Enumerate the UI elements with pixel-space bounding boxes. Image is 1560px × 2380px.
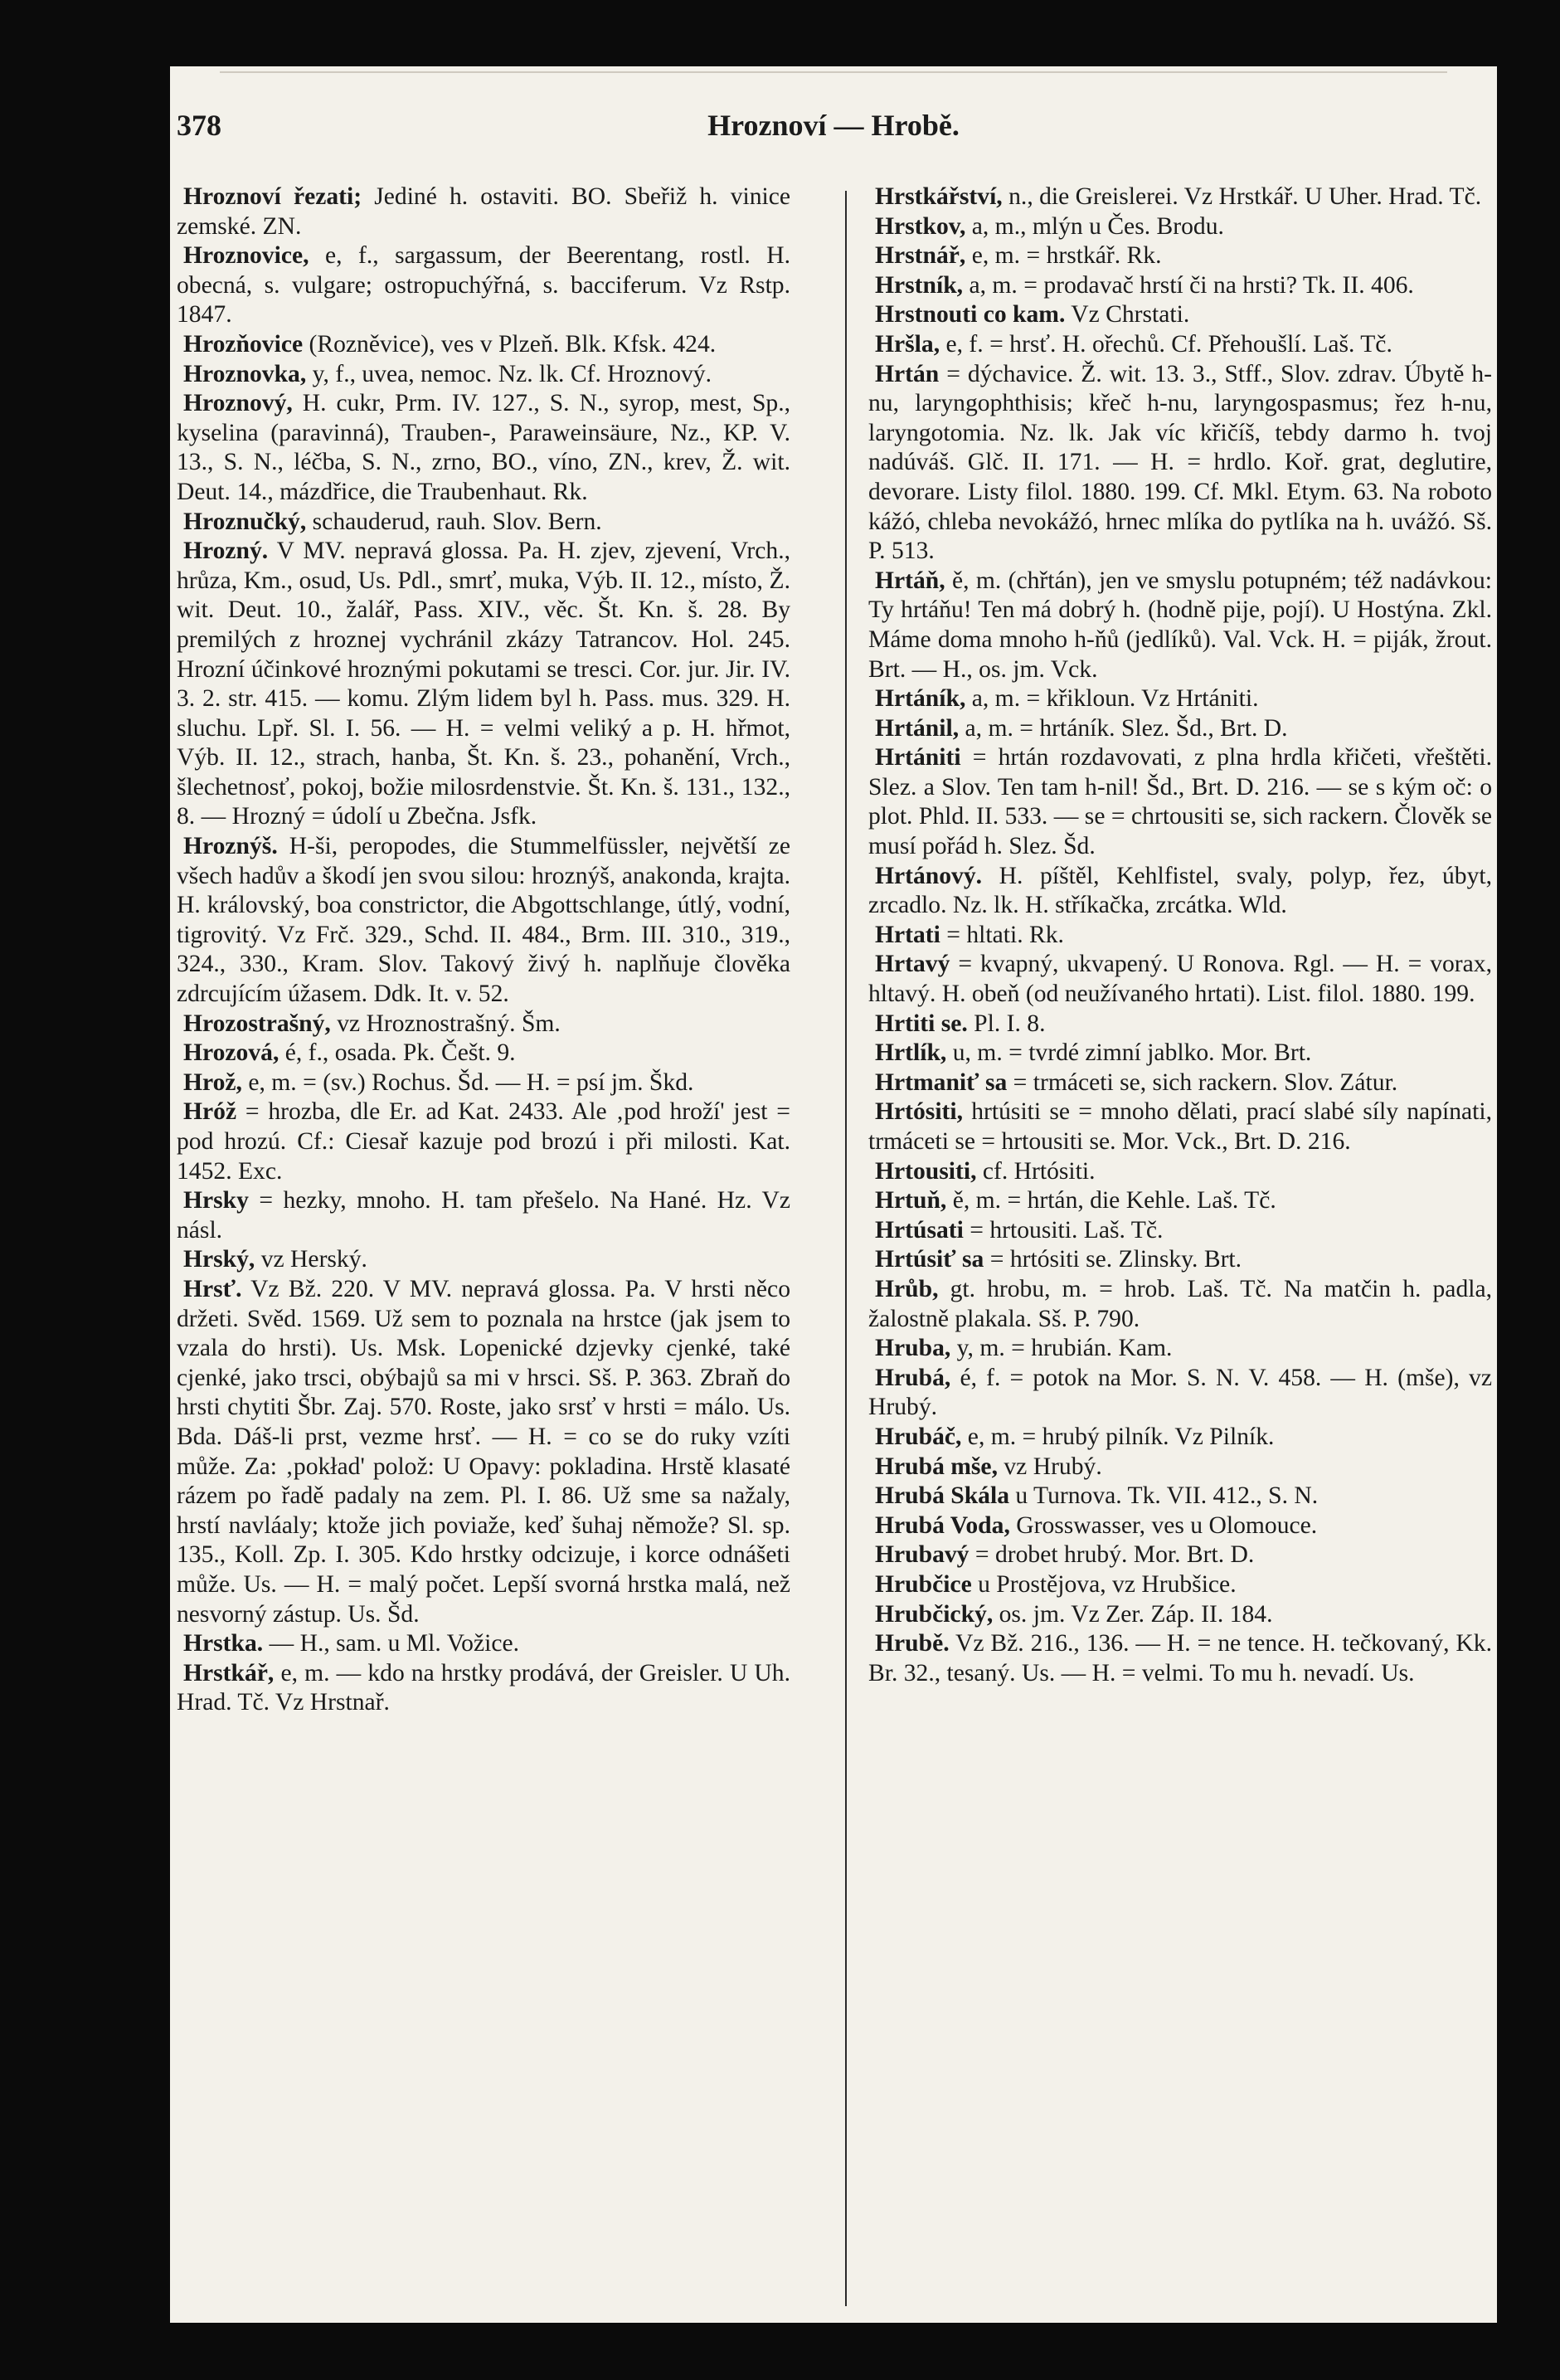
page-header (170, 108, 1497, 149)
dictionary-entry (868, 300, 1492, 330)
entry-headword: Hrtmaniť sa (875, 1068, 1008, 1096)
entry-definition: é, f., osada. Pk. Češt. 9. (279, 1039, 516, 1067)
entry-headword: Hrubáč, (875, 1423, 962, 1450)
entry-definition: ě, m. (chřtán), jen ve smyslu potupném; též nadávkou: Ty hrtáňu! Ten má dobrý h. (hodně pije, pojí). U Hostýna. Zkl. Máme doma mnoho h-ňů (jedlíků). Val. Vck. H. = piják, žrout. Brt. — H., os. jm. Vck. (868, 567, 1492, 683)
left-column (177, 183, 790, 1718)
dictionary-entry (177, 241, 790, 330)
entry-headword: Hrož, (183, 1068, 242, 1096)
entry-definition: vz Hrubý. (997, 1453, 1102, 1480)
entry-headword: Hrtániti (875, 744, 961, 771)
entry-headword: Hrůb, (875, 1275, 939, 1302)
entry-headword: Hrtousiti, (875, 1157, 977, 1185)
dictionary-entry (177, 1010, 790, 1039)
entry-headword: Hrstkářství, (875, 183, 1003, 210)
dictionary-entry (177, 1659, 790, 1718)
dictionary-entry (868, 743, 1492, 861)
entry-headword: Hrstkář, (183, 1659, 275, 1686)
dictionary-entry (868, 1098, 1492, 1156)
entry-headword: Hrtati (875, 921, 940, 948)
entry-definition: u Turnova. Tk. VII. 412., S. N. (1009, 1482, 1319, 1510)
entry-headword: Hrozová, (183, 1039, 279, 1067)
entry-definition: = hezky, mnoho. H. tam přešelo. Na Hané. Hz. Vz násl. (177, 1187, 790, 1244)
entry-headword: Hrubě. (875, 1630, 950, 1657)
entry-definition: vz Herský. (255, 1246, 367, 1273)
dictionary-entry (868, 1010, 1492, 1039)
entry-definition: = hrtán rozdavovati, z plna hrdla křičeti, vřeštěti. Slez. a Slov. Ten tam h-nil! Šd., Brt. D. 216. — se s kým oč: o plot. Phld. II. 533. — se = chrtousiti se, sich rackern. Člověk se musí pořád h. Slez. Šd. (868, 744, 1492, 860)
entry-headword: Hrtúsiť sa (875, 1246, 984, 1273)
entry-definition: (Rozněvice), ves v Plzeň. Blk. Kfsk. 424. (303, 330, 717, 358)
dictionary-entry (868, 1157, 1492, 1187)
entry-definition: a, m. = hrtáník. Slez. Šd., Brt. D. (959, 714, 1288, 742)
entry-definition: hrtúsiti se = mnoho dělati, prací slabé síly napínati, trmáceti se = hrtousiti se. Mor. Vck., Brt. D. 216. (868, 1098, 1492, 1155)
dictionary-entry (177, 1186, 790, 1245)
entry-definition: = drobet hrubý. Mor. Brt. D. (969, 1541, 1255, 1569)
page-number: 378 (177, 109, 221, 142)
entry-headword: Hrstnář, (875, 242, 966, 270)
dictionary-entry (868, 1039, 1492, 1068)
entry-definition: = hrtósiti se. Zlinsky. Brt. (984, 1246, 1242, 1273)
entry-headword: Hrtlík, (875, 1039, 947, 1067)
entry-definition: a, m., mlýn u Čes. Brodu. (965, 212, 1224, 240)
dictionary-entry (868, 1364, 1492, 1423)
column-divider (845, 191, 847, 2306)
dictionary-entry (868, 1186, 1492, 1216)
entry-definition: Vz Chrstati. (1065, 301, 1190, 329)
entry-definition: n., die Greislerei. Vz Hrstkář. U Uher. Hrad. Tč. (1002, 183, 1482, 210)
dictionary-entry (177, 1068, 790, 1098)
dictionary-entry (868, 1453, 1492, 1482)
entry-definition: gt. hrobu, m. = hrob. Laš. Tč. Na matčin h. padla, žalostně plakala. Sš. P. 790. (868, 1275, 1492, 1332)
entry-definition: y, f., uvea, nemoc. Nz. lk. Cf. Hroznový. (306, 360, 712, 387)
dictionary-entry (868, 1423, 1492, 1453)
entry-definition: y, m. = hrubián. Kam. (950, 1335, 1173, 1362)
dictionary-entry (868, 360, 1492, 567)
entry-headword: Hrtánový. (875, 862, 983, 889)
entry-headword: Hroznovka, (183, 360, 307, 387)
dictionary-entry (868, 183, 1492, 212)
entry-headword: Hrský, (183, 1246, 255, 1273)
entry-headword: Hrubá Voda, (875, 1511, 1010, 1539)
entry-definition: Vz Bž. 220. V MV. nepravá glossa. Pa. V hrsti něco držeti. Svěd. 1569. Už sem to poznala na hrstce (jak jsem to vzala do hrsti). Us. Msk. Lopenické dzjevky cjenké, také cjenké, jako trsci, obýbajů sa mi v hrsci. Sš. P. 363. Zbraň do hrsti chytiti Šbr. Zaj. 570. Roste, jako srsť v hrsti = málo. Us. Bda. Dáš-li prst, vezme hrsť. — H. = co se do ruky vzíti může. Za: ‚pokład' polož: U Opavy: pokladina. Hrstě klasaté rázem po řadě padaly na zem. Pl. I. 86. Už sme sa nažaly, hrstí navláaly; ktože jich poviaže, keď šuhaj němože? Sl. sp. 135., Koll. Zp. I. 305. Kdo hrstky odcizuje, i korce odnášeti může. Us. — H. = malý počet. Lepší svorná hrstka malá, než nesvorný zástup. Us. Šd. (177, 1275, 790, 1628)
dictionary-entry (868, 714, 1492, 744)
entry-definition: u Prostějova, vz Hrubšice. (971, 1570, 1237, 1598)
dictionary-entry (868, 921, 1492, 951)
entry-headword: Hrtavý (875, 951, 950, 978)
entry-definition: Jediné h. ostaviti. BO. Sbeřiž h. vinice zemské. ZN. (177, 183, 790, 240)
entry-headword: Hrubá, (875, 1364, 951, 1391)
entry-definition: Pl. I. 8. (967, 1010, 1046, 1037)
entry-definition: e, m. = hrubý pilník. Vz Pilník. (961, 1423, 1275, 1450)
dictionary-entry (868, 1570, 1492, 1600)
entry-headword: Hrtánil, (875, 714, 960, 742)
entry-headword: Hrozostrašný, (183, 1010, 331, 1037)
entry-definition: = hrtousiti. Laš. Tč. (963, 1216, 1164, 1244)
dictionary-entry (868, 684, 1492, 714)
entry-headword: Hrstka. (183, 1630, 264, 1657)
dictionary-entry (177, 832, 790, 1010)
dictionary-entry (177, 1629, 790, 1659)
dictionary-entry (868, 1540, 1492, 1570)
entry-definition: schauderud, rauh. Slov. Bern. (306, 508, 602, 535)
entry-headword: Hrubčický, (875, 1600, 994, 1628)
entry-definition: ě, m. = hrtán, die Kehle. Laš. Tč. (946, 1187, 1276, 1214)
entry-definition: u, m. = tvrdé zimní jablko. Mor. Brt. (946, 1039, 1312, 1067)
dictionary-entry (868, 1629, 1492, 1688)
entry-definition: H. cukr, Prm. IV. 127., S. N., syrop, mest, Sp., kyselina (paravinná), Trauben-, Paraweinsäure, Nz., KP. V. 13., S. N., léčba, S. N., zrno, BO., víno, ZN., krev, Ž. wit. Deut. 14., mázdřice, die Traubenhaut. Rk. (177, 390, 790, 505)
dictionary-entry (868, 1245, 1492, 1275)
entry-definition: = dýchavice. Ž. wit. 13. 3., Stff., Slov. zdrav. Úbytě h-nu, laryngophthisis; křeč h-nu, laryngospasmus; řez h-nu, laryngotomia. Nz. lk. Jak víc křičíš, tebdy darmo h. tvoj nadúváš. Glč. II. 171. — H. = hrdlo. Koř. grat, deglutire, devorare. Listy filol. 1880. 199. Cf. Mkl. Etym. 63. Na roboto kážó, chleba nevokážó, hrnec mlíka do pytlíka na h. uvážó. Sš. P. 513. (868, 360, 1492, 565)
dictionary-entry (177, 360, 790, 390)
dictionary-entry (868, 1600, 1492, 1630)
entry-headword: Hruba, (875, 1335, 951, 1362)
dictionary-page (170, 66, 1497, 2323)
entry-headword: Hrozňovice (183, 330, 304, 358)
dictionary-entry (177, 508, 790, 538)
entry-definition: Grosswasser, ves u Olomouce. (1009, 1511, 1318, 1539)
entry-definition: é, f. = potok na Mor. S. N. V. 458. — H. (mše), vz Hrubý. (868, 1364, 1492, 1421)
dictionary-entry (177, 1098, 790, 1186)
dictionary-entry (868, 1334, 1492, 1364)
entry-headword: Hrtáník, (875, 685, 966, 713)
entry-definition: V MV. nepravá glossa. Pa. H. zjev, zjevení, Vrch., hrůza, Km., osud, Us. Pdl., smrť, muka, Výb. II. 12., místo, Ž. wit. Deut. 10., žalář, Pass. XIV., věc. Št. Kn. š. 28. By premilých z hroznej vychránil zkázy Tatrancov. Hol. 245. Hrozní účinkové hroznými pokutami se tresci. Cor. jur. Jir. IV. 3. 2. str. 415. — komu. Zlým lidem byl h. Pass. mus. 329. H. sluchu. Lpř. Sl. I. 56. — H. = velmi veliký a p. H. hřmot, Výb. II. 12., strach, hanba, Št. Kn. š. 23., pohanění, Vrch., šlechetnosť, pokoj, božie milosrdenstvie. Št. Kn. š. 131., 132., 8. — Hrozný = údolí u Zbečna. Jsfk. (177, 538, 790, 830)
entry-definition: a, m. = prodavač hrstí či na hrsti? Tk. II. 406. (963, 271, 1414, 299)
dictionary-entry (177, 1275, 790, 1629)
entry-headword: Hrubá Skála (875, 1482, 1009, 1510)
entry-definition: e, m. = hrstkář. Rk. (965, 242, 1162, 270)
entry-headword: Hroznovice, (183, 242, 309, 270)
dictionary-entry (177, 1245, 790, 1275)
entry-definition: cf. Hrtósiti. (976, 1157, 1096, 1185)
dictionary-entry (868, 567, 1492, 684)
entry-headword: Hrtósiti, (875, 1098, 964, 1126)
entry-definition: H-ši, peropodes, die Stummelfüssler, největší ze všech hadův a škodí jen svou silou: hroznýš, anakonda, krajta. H. královský, boa constrictor, die Abgottschlange, útlý, vodní, tigrovitý. Vz Frč. 329., Schd. II. 484., Brm. III. 310., 319., 324., 330., Kram. Slov. Takový živý h. naplňuje člověka zdrcujícím úžasem. Ddk. It. v. 52. (177, 833, 790, 1008)
dictionary-entry (177, 1039, 790, 1068)
entry-definition: Vz Bž. 216., 136. — H. = ne tence. H. tečkovaný, Kk. Br. 32., tesaný. Us. — H. = velmi. To mu h. nevadí. Us. (868, 1630, 1492, 1686)
dictionary-entry (868, 950, 1492, 1009)
entry-definition: = kvapný, ukvapený. U Ronova. Rgl. — H. = vorax, hltavý. H. obeň (od neužívaného hrtati). List. filol. 1880. 199. (868, 951, 1492, 1008)
running-head: Hroznoví — Hrobě. (707, 109, 960, 142)
dictionary-entry (868, 212, 1492, 242)
dictionary-entry (868, 1275, 1492, 1334)
entry-headword: Hrozný. (183, 538, 269, 565)
entry-definition: vz Hroznostrašný. Šm. (330, 1010, 561, 1037)
entry-definition: e, m. — kdo na hrstky prodává, der Greisler. U Uh. Hrad. Tč. Vz Hrstnař. (177, 1659, 790, 1716)
entry-definition: H. píštěl, Kehlfistel, svaly, polyp, řez, úbyt, zrcadlo. Nz. lk. H. stříkačka, zrcátka. Wld. (868, 862, 1492, 919)
dictionary-entry (868, 241, 1492, 271)
entry-headword: Hrstník, (875, 271, 964, 299)
dictionary-entry (868, 1216, 1492, 1246)
dictionary-entry (868, 271, 1492, 301)
dictionary-entry (868, 1511, 1492, 1541)
entry-definition: — H., sam. u Ml. Vožice. (263, 1630, 519, 1657)
entry-headword: Hrstnouti co kam. (875, 301, 1066, 329)
entry-headword: Hrtuň, (875, 1187, 947, 1214)
dictionary-entry (868, 1482, 1492, 1511)
right-column (868, 183, 1492, 1688)
dictionary-entry (868, 1068, 1492, 1098)
top-edge-rule (220, 71, 1447, 73)
dictionary-entry (177, 183, 790, 241)
entry-headword: Hrubčice (875, 1570, 972, 1598)
dictionary-entry (868, 862, 1492, 921)
dictionary-entry (177, 389, 790, 507)
entry-definition: os. jm. Vz Zer. Záp. II. 184. (993, 1600, 1273, 1628)
entry-headword: Hrtáň, (875, 567, 945, 594)
entry-headword: Hroznýš. (183, 833, 278, 860)
entry-definition: e, m. = (sv.) Rochus. Šd. — H. = psí jm. Škd. (241, 1068, 694, 1096)
dictionary-entry (868, 330, 1492, 360)
entry-headword: Hroznoví řezati; (183, 183, 362, 210)
entry-headword: Hrtúsati (875, 1216, 964, 1244)
dictionary-entry (177, 537, 790, 832)
entry-headword: Hrtiti se. (875, 1010, 968, 1037)
entry-headword: Hroznový, (183, 390, 293, 417)
entry-headword: Hrubavý (875, 1541, 970, 1569)
entry-headword: Hroznučký, (183, 508, 307, 535)
entry-headword: Hrubá mše, (875, 1453, 998, 1480)
entry-definition: a, m. = křikloun. Vz Hrtániti. (965, 685, 1259, 713)
entry-definition: = trmáceti se, sich rackern. Slov. Zátur. (1007, 1068, 1398, 1096)
entry-definition: = hltati. Rk. (940, 921, 1064, 948)
entry-headword: Hršla, (875, 330, 940, 358)
entry-headword: Hróž (183, 1098, 237, 1126)
entry-definition: = hrozba, dle Er. ad Kat. 2433. Ale ‚pod hroží' jest = pod hrozú. Cf.: Ciesař kazuje pod brozú i při milosti. Kat. 1452. Exc. (177, 1098, 790, 1185)
entry-definition: e, f. = hrsť. H. ořechů. Cf. Přehoušlí. Laš. Tč. (940, 330, 1392, 358)
entry-headword: Hrsky (183, 1187, 249, 1214)
entry-headword: Hrstkov, (875, 212, 966, 240)
dictionary-entry (177, 330, 790, 360)
entry-headword: Hrsť. (183, 1275, 242, 1302)
entry-definition: e, f., sargassum, der Beerentang, rostl. H. obecná, s. vulgare; ostropuchýřná, s. bacciferum. Vz Rstp. 1847. (177, 242, 790, 329)
entry-headword: Hrtán (875, 360, 940, 387)
